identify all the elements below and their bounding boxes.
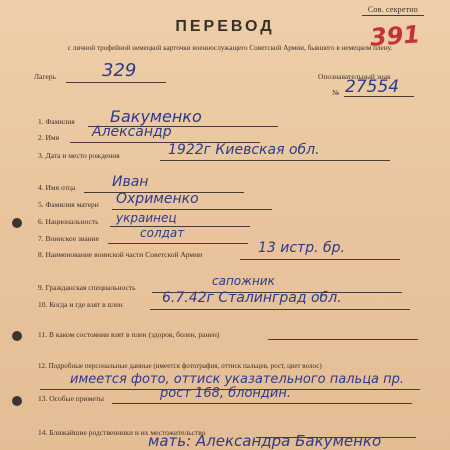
field-label-nationality: 6. Национальность: [38, 217, 99, 226]
secret-label: Сов. секретно: [362, 5, 424, 16]
camp-label: Лагерь: [34, 72, 56, 81]
binder-hole: [12, 396, 22, 406]
field-label-father: 4. Имя отца: [38, 183, 76, 192]
field-value-profession: сапожник: [212, 274, 275, 288]
document-title: ПЕРЕВОД: [175, 18, 275, 35]
field-label-birth: 3. Дата и место рождения: [38, 151, 120, 160]
field-label-unit: 8. Наименование воинской части Советской Армии: [38, 250, 203, 259]
field-label-mother: 5. Фамилия матери: [38, 200, 99, 209]
field-value-unit: 13 истр. бр.: [258, 240, 345, 256]
field-underline: [160, 160, 390, 161]
field-value-captured: 6.7.42г Сталинград обл.: [162, 290, 342, 306]
binder-hole: [12, 218, 22, 228]
field-label-features: 13. Особые приметы: [38, 394, 104, 403]
camp-value: 329: [102, 60, 137, 81]
pow-value: 27554: [345, 77, 400, 97]
field-value-rank: солдат: [140, 226, 185, 240]
field-label-captured: 10. Когда и где взят в плен: [38, 300, 123, 309]
red-handwritten-number: 391: [368, 20, 421, 52]
field-label-rank: 7. Воинское звание: [38, 234, 100, 243]
field-underline: [112, 209, 272, 210]
field-label-condition: 11. В каком состоянии взят в плен (здоров, болен, ранен): [38, 330, 220, 339]
field-value-mother: Охрименко: [116, 191, 199, 207]
camp-underline: [66, 82, 166, 83]
document-subtitle: с личной трофейной немецкой карточки военнослужащего Советской Армии, бывшего в немецком плену.: [67, 44, 393, 52]
field-value-name: Александр: [92, 124, 172, 140]
field-label-personal: 12. Подробные персональные данные (имеется фотография, оттиск пальцев, рост, цвет волос): [38, 362, 322, 370]
field-value-birth: 1922г Киевская обл.: [168, 142, 320, 158]
binder-hole: [12, 331, 22, 341]
pow-no-label: №: [332, 88, 340, 97]
field-value-features: рост 168, блондин.: [160, 386, 291, 401]
field-label-surname: 1. Фамилия: [38, 117, 75, 126]
field-value-nationality: украинец: [116, 211, 177, 225]
pow-mark-label: Опознавательный знак: [318, 72, 391, 81]
field-value-father: Иван: [112, 174, 149, 190]
field-underline: [112, 403, 412, 404]
field-underline: [108, 243, 248, 244]
field-underline: [150, 309, 410, 310]
field-label-profession: 9. Гражданская специальность: [38, 283, 136, 292]
field-value-personal: имеется фото, оттиск указательного пальца пр.: [70, 372, 405, 387]
field-underline: [268, 339, 418, 340]
field-value-relatives: мать: Александра Бакуменко: [148, 432, 382, 450]
field-value-surname: Бакуменко: [110, 107, 202, 126]
field-label-name: 2. Имя: [38, 133, 60, 142]
field-label-relatives: 14. Ближайшие родственники и их местожительство: [38, 428, 206, 437]
field-underline: [240, 259, 400, 260]
